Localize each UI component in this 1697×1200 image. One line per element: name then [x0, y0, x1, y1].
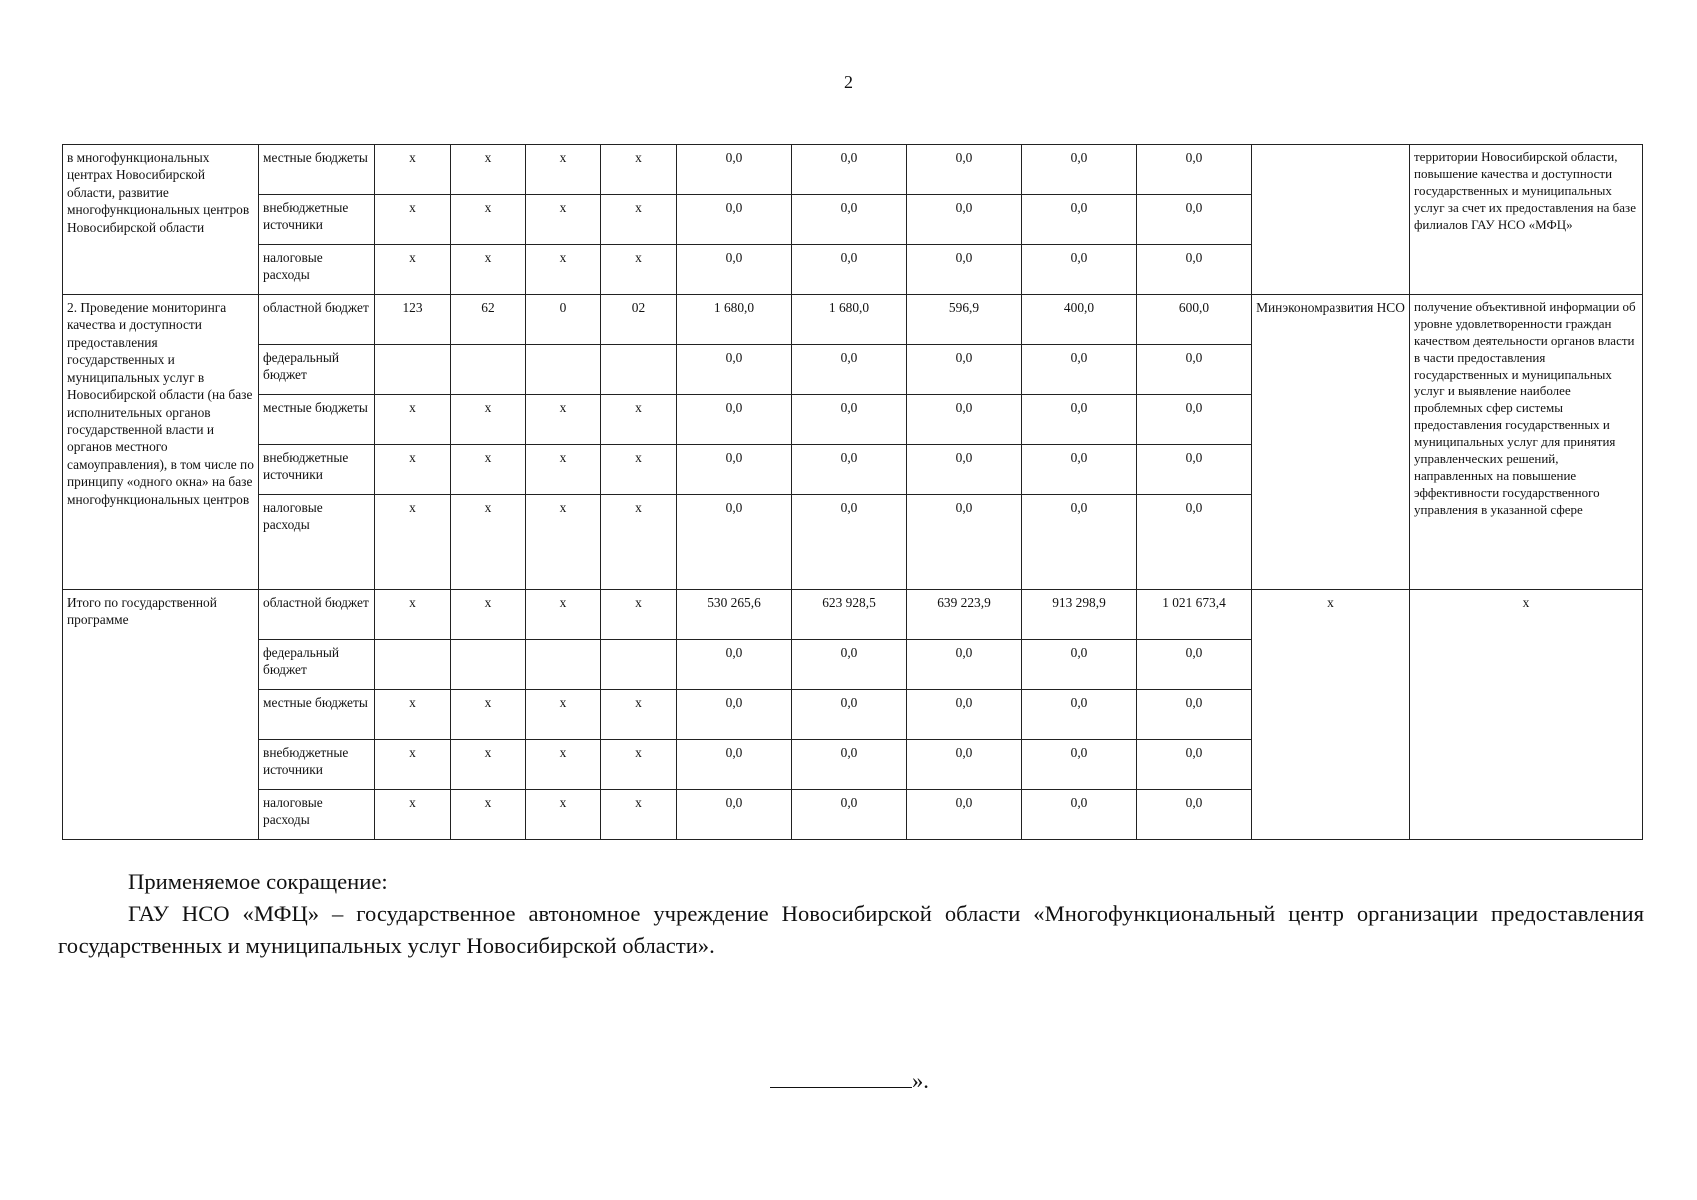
- closing-quote: ».: [912, 1068, 929, 1093]
- code-cell: х: [526, 590, 601, 640]
- value-cell: 0,0: [1137, 245, 1252, 295]
- value-cell: 0,0: [1022, 145, 1137, 195]
- executor-cell: Минэкономразвития НСО: [1252, 295, 1410, 590]
- source-cell: федеральный бюджет: [259, 640, 375, 690]
- value-cell: 0,0: [792, 690, 907, 740]
- value-cell: 0,0: [1137, 345, 1252, 395]
- value-cell: 0,0: [792, 640, 907, 690]
- code-cell: х: [375, 590, 451, 640]
- executor-cell: х: [1252, 590, 1410, 840]
- code-cell: х: [601, 195, 677, 245]
- result-cell: х: [1410, 590, 1643, 840]
- code-cell: х: [526, 395, 601, 445]
- value-cell: 0,0: [792, 790, 907, 840]
- code-cell: х: [601, 245, 677, 295]
- value-cell: 0,0: [1022, 245, 1137, 295]
- abbreviation-note: [58, 866, 1644, 962]
- table-row: [63, 295, 1643, 345]
- code-cell: х: [451, 590, 526, 640]
- value-cell: 913 298,9: [1022, 590, 1137, 640]
- source-cell: областной бюджет: [259, 295, 375, 345]
- source-cell: местные бюджеты: [259, 690, 375, 740]
- value-cell: 0,0: [792, 195, 907, 245]
- value-cell: 0,0: [677, 195, 792, 245]
- source-cell: областной бюджет: [259, 590, 375, 640]
- source-cell: федеральный бюджет: [259, 345, 375, 395]
- code-cell: х: [601, 690, 677, 740]
- source-cell: местные бюджеты: [259, 145, 375, 195]
- value-cell: 0,0: [1137, 145, 1252, 195]
- code-cell: х: [451, 395, 526, 445]
- code-cell: 0: [526, 295, 601, 345]
- code-cell: х: [526, 445, 601, 495]
- code-cell: 62: [451, 295, 526, 345]
- code-cell: х: [375, 790, 451, 840]
- value-cell: 0,0: [677, 395, 792, 445]
- value-cell: 0,0: [907, 495, 1022, 590]
- value-cell: 0,0: [907, 245, 1022, 295]
- source-cell: местные бюджеты: [259, 395, 375, 445]
- result-cell: территории Новосибирской области, повышение качества и доступности государственных и муниципальных услуг за счет их предоставления на базе филиалов ГАУ НСО «МФЦ»: [1410, 145, 1643, 295]
- value-cell: 0,0: [907, 640, 1022, 690]
- value-cell: 0,0: [1137, 640, 1252, 690]
- code-cell: х: [526, 740, 601, 790]
- value-cell: 0,0: [1022, 790, 1137, 840]
- event-name-cell: 2. Проведение мониторинга качества и доступности предоставления государственных и муниципальных услуг в Новосибирской области (на базе исполнительных органов государственной власти и органов местного самоуправления), в том числе по принципу «одного окна» на базе многофункциональных центров: [63, 295, 259, 590]
- code-cell: [451, 640, 526, 690]
- value-cell: 0,0: [1022, 640, 1137, 690]
- abbreviation-title: Применяемое сокращение:: [128, 869, 388, 894]
- code-cell: [375, 640, 451, 690]
- code-cell: х: [526, 690, 601, 740]
- value-cell: 0,0: [1022, 345, 1137, 395]
- value-cell: 0,0: [1022, 690, 1137, 740]
- value-cell: 0,0: [677, 245, 792, 295]
- code-cell: [526, 640, 601, 690]
- result-cell: получение объективной информации об уровне удовлетворенности граждан качеством деятельности органов власти в части предоставления государственных и муниципальных услуг и выявление наиболее проблемных сфер системы предоставления государственных и муниципальных услуг для принятия управленческих решений, направленных на повышение эффективности государственного управления в указанной сфере: [1410, 295, 1643, 590]
- executor-cell: [1252, 145, 1410, 295]
- value-cell: 0,0: [907, 690, 1022, 740]
- value-cell: 623 928,5: [792, 590, 907, 640]
- code-cell: х: [375, 395, 451, 445]
- code-cell: х: [601, 145, 677, 195]
- code-cell: х: [601, 590, 677, 640]
- value-cell: 0,0: [1137, 790, 1252, 840]
- value-cell: 0,0: [907, 145, 1022, 195]
- value-cell: 1 680,0: [677, 295, 792, 345]
- code-cell: 123: [375, 295, 451, 345]
- value-cell: 639 223,9: [907, 590, 1022, 640]
- code-cell: х: [375, 740, 451, 790]
- code-cell: х: [451, 495, 526, 590]
- value-cell: 0,0: [792, 395, 907, 445]
- page-number: 2: [844, 72, 853, 92]
- source-cell: налоговые расходы: [259, 790, 375, 840]
- abbreviation-text: ГАУ НСО «МФЦ» – государственное автономное учреждение Новосибирской области «Многофункциональный центр организации предоставления государственных и муниципальных услуг Новосибирской области».: [58, 901, 1644, 958]
- code-cell: х: [526, 195, 601, 245]
- code-cell: х: [375, 195, 451, 245]
- value-cell: 0,0: [1022, 395, 1137, 445]
- table-body: [63, 145, 1643, 840]
- value-cell: 600,0: [1137, 295, 1252, 345]
- source-cell: налоговые расходы: [259, 245, 375, 295]
- value-cell: 0,0: [907, 195, 1022, 245]
- value-cell: 0,0: [907, 395, 1022, 445]
- code-cell: х: [601, 395, 677, 445]
- value-cell: 0,0: [1137, 395, 1252, 445]
- value-cell: 530 265,6: [677, 590, 792, 640]
- code-cell: х: [526, 145, 601, 195]
- code-cell: [601, 345, 677, 395]
- source-cell: внебюджетные источники: [259, 195, 375, 245]
- value-cell: 0,0: [792, 145, 907, 195]
- code-cell: х: [375, 445, 451, 495]
- value-cell: 0,0: [1137, 740, 1252, 790]
- code-cell: х: [375, 690, 451, 740]
- value-cell: 0,0: [677, 145, 792, 195]
- code-cell: х: [451, 245, 526, 295]
- value-cell: 0,0: [1022, 740, 1137, 790]
- value-cell: 0,0: [1022, 445, 1137, 495]
- code-cell: х: [601, 445, 677, 495]
- value-cell: 596,9: [907, 295, 1022, 345]
- value-cell: 400,0: [1022, 295, 1137, 345]
- code-cell: х: [526, 790, 601, 840]
- code-cell: х: [451, 740, 526, 790]
- code-cell: х: [601, 740, 677, 790]
- value-cell: 0,0: [1137, 445, 1252, 495]
- code-cell: х: [451, 445, 526, 495]
- value-cell: 0,0: [1022, 495, 1137, 590]
- value-cell: 0,0: [792, 345, 907, 395]
- code-cell: 02: [601, 295, 677, 345]
- value-cell: 0,0: [677, 640, 792, 690]
- value-cell: 0,0: [677, 790, 792, 840]
- code-cell: [375, 345, 451, 395]
- code-cell: х: [451, 145, 526, 195]
- code-cell: х: [375, 245, 451, 295]
- value-cell: 0,0: [677, 740, 792, 790]
- value-cell: 0,0: [677, 445, 792, 495]
- value-cell: 1 021 673,4: [1137, 590, 1252, 640]
- source-cell: внебюджетные источники: [259, 740, 375, 790]
- total-label-cell: Итого по государственной программе: [63, 590, 259, 840]
- table-row: [63, 590, 1643, 640]
- code-cell: х: [601, 790, 677, 840]
- code-cell: х: [601, 495, 677, 590]
- code-cell: х: [451, 790, 526, 840]
- budget-table: [62, 144, 1643, 840]
- value-cell: 0,0: [907, 345, 1022, 395]
- signature-line: [770, 1073, 912, 1088]
- code-cell: [451, 345, 526, 395]
- value-cell: 0,0: [1137, 690, 1252, 740]
- value-cell: 0,0: [907, 445, 1022, 495]
- value-cell: 1 680,0: [792, 295, 907, 345]
- value-cell: 0,0: [1022, 195, 1137, 245]
- value-cell: 0,0: [792, 740, 907, 790]
- value-cell: 0,0: [792, 245, 907, 295]
- code-cell: х: [375, 495, 451, 590]
- value-cell: 0,0: [792, 445, 907, 495]
- closing-mark: [770, 1068, 929, 1094]
- code-cell: х: [526, 495, 601, 590]
- code-cell: х: [375, 145, 451, 195]
- source-cell: налоговые расходы: [259, 495, 375, 590]
- value-cell: 0,0: [907, 740, 1022, 790]
- event-name-cell: в многофункциональных центрах Новосибирской области, развитие многофункциональных центров Новосибирской области: [63, 145, 259, 295]
- value-cell: 0,0: [792, 495, 907, 590]
- code-cell: х: [526, 245, 601, 295]
- code-cell: х: [451, 195, 526, 245]
- code-cell: [526, 345, 601, 395]
- source-cell: внебюджетные источники: [259, 445, 375, 495]
- code-cell: [601, 640, 677, 690]
- value-cell: 0,0: [677, 495, 792, 590]
- value-cell: 0,0: [677, 690, 792, 740]
- value-cell: 0,0: [907, 790, 1022, 840]
- value-cell: 0,0: [677, 345, 792, 395]
- value-cell: 0,0: [1137, 495, 1252, 590]
- code-cell: х: [451, 690, 526, 740]
- table-row: [63, 145, 1643, 195]
- value-cell: 0,0: [1137, 195, 1252, 245]
